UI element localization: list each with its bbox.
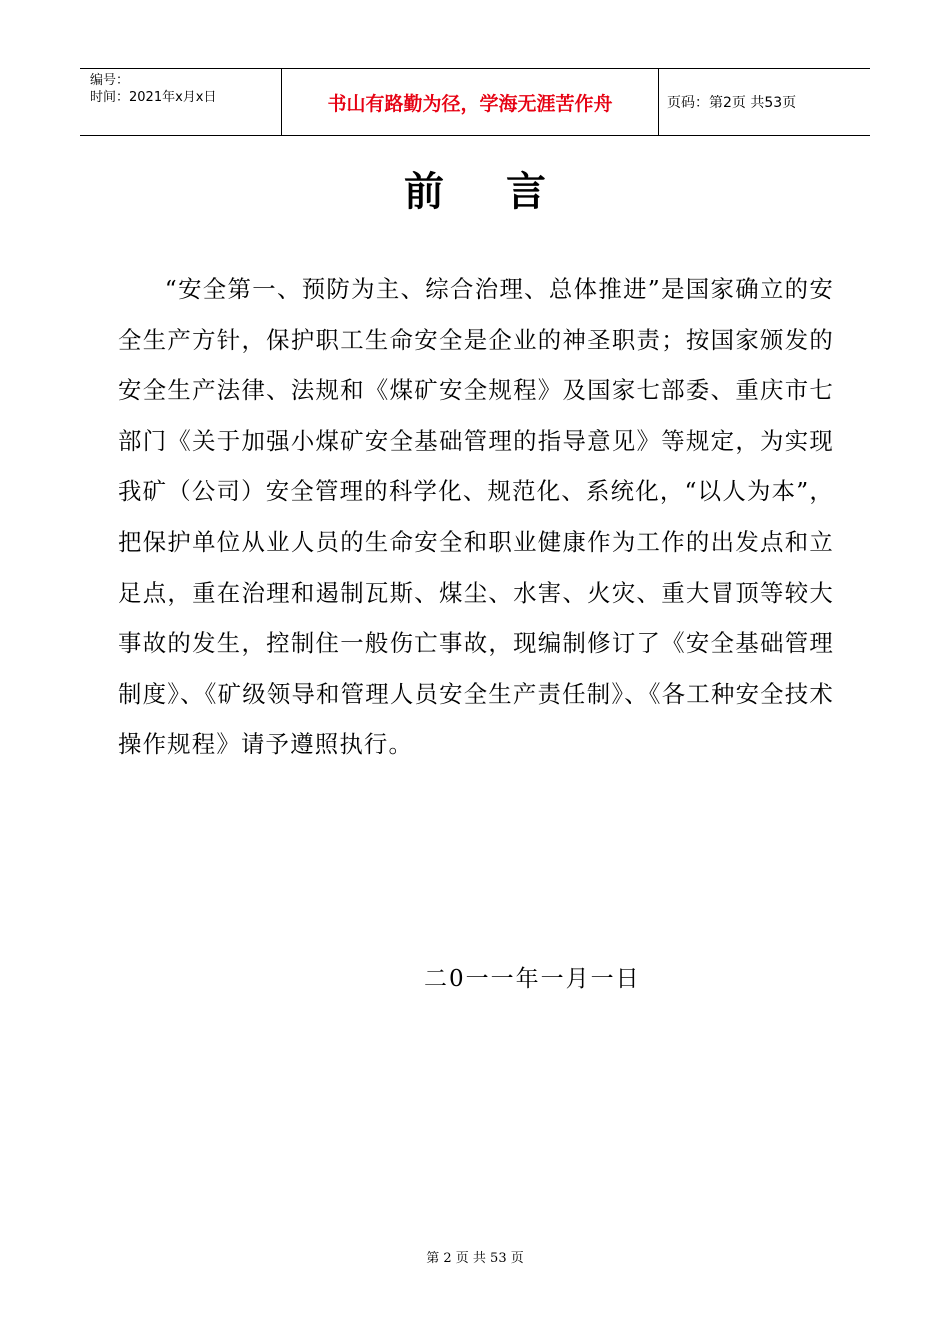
header-meta	[80, 69, 282, 135]
header-page-info	[659, 69, 870, 135]
document-header	[80, 68, 870, 136]
page-info-text: 页码：第2页 共53页	[667, 95, 797, 111]
title-left: 前	[404, 169, 444, 215]
time-label: 时间：2021年x月x日	[90, 90, 217, 105]
page-footer: 第 2 页 共 53 页	[426, 1251, 524, 1266]
header-motto	[282, 69, 659, 135]
page-title	[0, 160, 950, 217]
motto-text: 书山有路勤为径，学海无涯苦作舟	[327, 92, 613, 115]
signature-date: 二0一一年一月一日	[424, 966, 641, 992]
title-right: 言	[506, 169, 546, 215]
number-label: 编号：	[90, 73, 130, 88]
preface-paragraph: “安全第一、预防为主、综合治理、总体推进”是国家确立的安全生产方针，保护职工生命安全是企业的神圣职责；按国家颁发的安全生产法律、法规和《煤矿安全规程》及国家七部委、重庆市七部门《关于加强小煤矿安全基础管理的指导意见》等规定，为实现我矿（公司）安全管理的科学化、规范化、系统化，“以人为本”，把保护单位从业人员的生命安全和职业健康作为工作的出发点和立足点，重在治理和遏制瓦斯、煤尘、水害、火灾、重大冒顶等较大事故的发生，控制住一般伤亡事故，现编制修订了《安全基础管理制度》、《矿级领导和管理人员安全生产责任制》、《各工种安全技术操作规程》请予遵照执行。	[118, 275, 834, 759]
